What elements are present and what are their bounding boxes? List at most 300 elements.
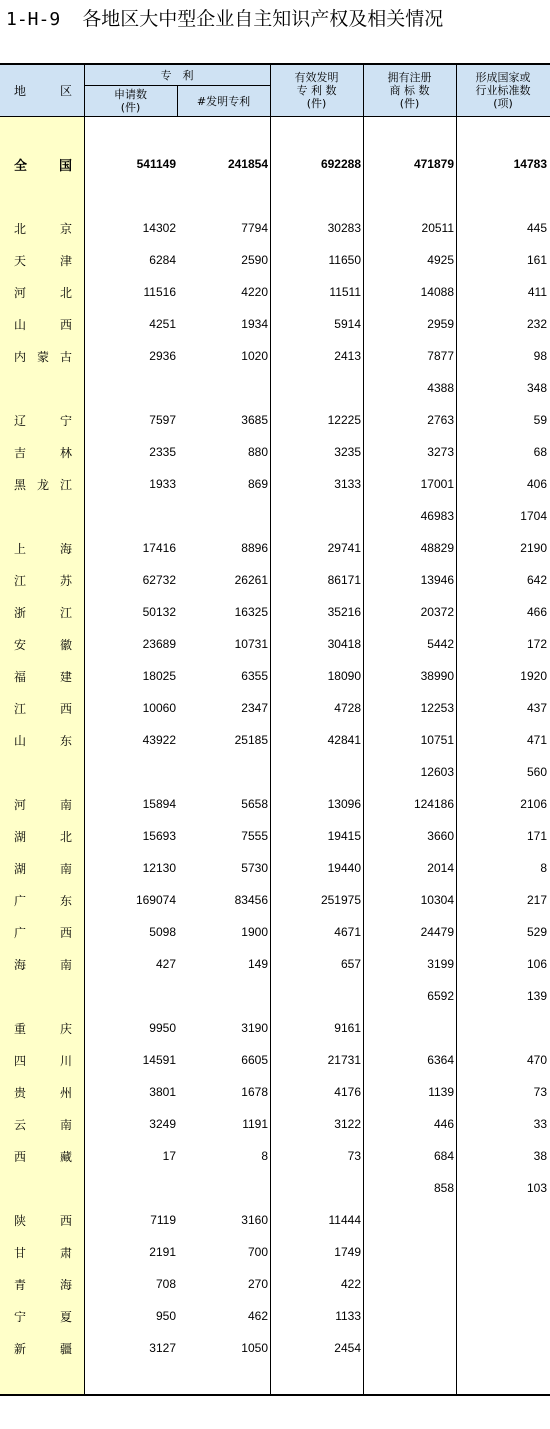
region-name-char: 海: [14, 957, 27, 972]
region-name-char: 京: [59, 221, 72, 236]
cell-valid-invention: 9161: [334, 1021, 361, 1035]
cell-trademarks: 48829: [420, 541, 454, 555]
cell-standards: 642: [526, 573, 547, 587]
region-name-char: 江: [14, 573, 27, 588]
cell-valid-invention: 18090: [327, 669, 361, 683]
cell-invention: 10731: [234, 637, 268, 651]
cell-standards: 98: [533, 349, 547, 363]
cell-invention: 3190: [241, 1021, 268, 1035]
cell-applications: 6284: [149, 253, 176, 267]
cell-trademarks: 14088: [420, 285, 454, 299]
region-name-char: 贵: [14, 1085, 27, 1100]
region-name: [14, 763, 72, 781]
cell-applications: 14302: [142, 221, 176, 235]
cell-standards: 232: [526, 317, 547, 331]
region-name: [14, 923, 72, 941]
cell-trademarks: 684: [433, 1149, 454, 1163]
cell-standards: 171: [526, 829, 547, 843]
cell-valid-invention: 4728: [334, 701, 361, 715]
region-name: [14, 635, 72, 653]
region-name-char: 甘: [14, 1245, 27, 1260]
region-name-char: 南: [59, 861, 72, 876]
region-name-char: 北: [14, 221, 27, 236]
cell-standards: 560: [526, 765, 547, 779]
header-line: (件): [399, 97, 420, 110]
header-line: 行业标准数: [475, 84, 531, 97]
region-name-char: 新: [14, 1341, 27, 1356]
header-line: 商 标 数: [389, 84, 430, 97]
cell-applications: 427: [155, 957, 176, 971]
region-name: [14, 795, 72, 813]
cell-standards: 38: [533, 1149, 547, 1163]
region-name-char: 上: [14, 541, 27, 556]
cell-trademarks: 124186: [413, 797, 454, 811]
region-name-char: 北: [59, 829, 72, 844]
header-line: 拥有注册: [387, 71, 432, 84]
cell-standards: 106: [526, 957, 547, 971]
cell-standards: [457, 1339, 547, 1357]
cell-invention: 25185: [234, 733, 268, 747]
region-name: [14, 219, 72, 237]
cell-applications: 11516: [143, 285, 176, 299]
cell-trademarks: 4388: [427, 381, 454, 395]
region-name-char: 南: [59, 1117, 72, 1132]
region-name-char: 山: [14, 733, 27, 748]
cell-invention: 26261: [234, 573, 268, 587]
cell-applications: 2335: [149, 445, 176, 459]
cell-applications: 12130: [142, 861, 176, 875]
region-name-char: 川: [59, 1053, 72, 1068]
cell-applications: 3127: [149, 1341, 176, 1355]
region-name: [14, 347, 72, 365]
cell-applications: [86, 1179, 176, 1197]
region-name: [14, 507, 72, 525]
cell-applications: 23689: [142, 637, 176, 651]
cell-valid-invention: 19440: [327, 861, 361, 875]
region-name: [14, 1051, 72, 1069]
cell-trademarks: 5442: [427, 637, 454, 651]
cell-standards: 172: [526, 637, 547, 651]
cell-applications: 43922: [142, 733, 176, 747]
region-name: [14, 411, 72, 429]
cell-invention: 1934: [241, 317, 268, 331]
cell-trademarks: 2959: [427, 317, 454, 331]
header-region: [14, 81, 72, 99]
cell-valid-invention: 3122: [334, 1117, 361, 1131]
region-name-char: 州: [59, 1085, 72, 1100]
header-line: 形成国家或: [475, 71, 531, 84]
cell-trademarks: 446: [433, 1117, 454, 1131]
cell-valid-invention: 251975: [320, 893, 361, 907]
region-name-char: 河: [14, 797, 27, 812]
table-code: 1-H-9: [6, 9, 61, 30]
cell-applications: 17: [162, 1149, 176, 1163]
cell-valid-invention: [271, 507, 361, 525]
region-name: [14, 1115, 72, 1133]
cell-invention: 7555: [241, 829, 268, 843]
region-name-char: 蒙: [36, 349, 49, 364]
region-name: [14, 1019, 72, 1037]
cell-trademarks: 46983: [420, 509, 454, 523]
cell-applications: 50132: [142, 605, 176, 619]
cell-valid-invention: 3235: [334, 445, 361, 459]
cell-valid-invention: 86171: [327, 573, 361, 587]
cell-invention: 149: [247, 957, 268, 971]
cell-standards: 33: [533, 1117, 547, 1131]
cell-valid-invention: 11650: [328, 253, 361, 267]
region-name-char: 安: [14, 637, 27, 652]
cell-invention: 869: [247, 477, 268, 491]
region-name-char: 藏: [59, 1149, 72, 1164]
region-name: [14, 475, 72, 493]
cell-invention: 6355: [241, 669, 268, 683]
region-name-char: 南: [59, 797, 72, 812]
region-name-char: 湖: [14, 829, 27, 844]
cell-invention: 8: [261, 1149, 268, 1163]
region-name: [14, 283, 72, 301]
cell-applications: 62732: [142, 573, 176, 587]
cell-valid-invention: 11444: [328, 1213, 361, 1227]
cell-invention: 3160: [241, 1213, 268, 1227]
cell-applications: 2191: [149, 1245, 176, 1259]
table-title: 各地区大中型企业自主知识产权及相关情况: [82, 8, 444, 30]
cell-standards: 437: [526, 701, 547, 715]
cell-invention: 462: [247, 1309, 268, 1323]
cell-valid-invention: 30283: [327, 221, 361, 235]
cell-standards: [457, 1019, 547, 1037]
cell-standards: 470: [526, 1053, 547, 1067]
region-name: [14, 1307, 72, 1325]
cell-valid-invention: 2454: [334, 1341, 361, 1355]
cell-invention: 5658: [241, 797, 268, 811]
cell-trademarks: 20372: [420, 605, 454, 619]
cell-invention: 241854: [227, 157, 268, 171]
cell-valid-invention: [271, 379, 361, 397]
cell-valid-invention: 1133: [335, 1309, 361, 1323]
cell-trademarks: 2763: [427, 413, 454, 427]
header-line: 专 利 数: [296, 84, 337, 97]
cell-invention: 700: [247, 1245, 268, 1259]
region-name-char: 西: [59, 701, 72, 716]
cell-valid-invention: 19415: [327, 829, 361, 843]
region-name-char: 北: [59, 285, 72, 300]
cell-applications: 169074: [135, 893, 176, 907]
region-name: [14, 699, 72, 717]
cell-applications: [86, 987, 176, 1005]
cell-standards: 139: [526, 989, 547, 1003]
cell-trademarks: 2014: [427, 861, 454, 875]
cell-invention: [178, 763, 268, 781]
region-name: [14, 987, 72, 1005]
cell-valid-invention: 5914: [334, 317, 361, 331]
cell-valid-invention: 42841: [327, 733, 361, 747]
cell-trademarks: 20511: [421, 221, 454, 235]
cell-trademarks: 3660: [427, 829, 454, 843]
cell-invention: 83456: [234, 893, 268, 907]
header-patents-label: 专 利: [160, 68, 194, 82]
cell-standards: [457, 1275, 547, 1293]
header-standards: [456, 65, 550, 116]
region-name-char: 西: [59, 925, 72, 940]
region-name: [14, 603, 72, 621]
region-column-background: [0, 117, 84, 1394]
region-name-char: 江: [59, 477, 72, 492]
cell-valid-invention: 73: [347, 1149, 361, 1163]
header-bottom-rule: [0, 116, 550, 117]
table-bottom-rule: [0, 1394, 550, 1396]
region-name-char: 林: [59, 445, 72, 460]
cell-standards: [457, 1307, 547, 1325]
cell-valid-invention: 11511: [329, 285, 361, 299]
cell-standards: 348: [526, 381, 547, 395]
region-name-char: 肃: [59, 1245, 72, 1260]
cell-applications: 1933: [149, 477, 176, 491]
cell-standards: 445: [526, 221, 547, 235]
cell-applications: 15693: [142, 829, 176, 843]
cell-trademarks: 1139: [428, 1085, 454, 1099]
region-name: [14, 1083, 72, 1101]
cell-standards: 411: [527, 285, 547, 299]
region-name: [14, 379, 72, 397]
cell-applications: 15894: [142, 797, 176, 811]
cell-standards: 68: [533, 445, 547, 459]
cell-trademarks: 12603: [420, 765, 454, 779]
cell-valid-invention: 692288: [320, 157, 361, 171]
region-name: [14, 827, 72, 845]
cell-standards: [457, 1211, 547, 1229]
region-name-char: 辽: [14, 413, 27, 428]
region-name: [14, 1211, 72, 1229]
cell-invention: 1900: [241, 925, 268, 939]
region-name-char: 疆: [59, 1341, 72, 1356]
region-name-char: 四: [14, 1053, 27, 1068]
region-name: [14, 155, 72, 173]
region-name-char: 西: [59, 1213, 72, 1228]
header-line: (项): [493, 97, 513, 110]
region-name-char: 黑: [14, 477, 27, 492]
cell-standards: 529: [526, 925, 547, 939]
cell-invention: 880: [247, 445, 268, 459]
cell-trademarks: [364, 1019, 454, 1037]
column-divider: [84, 65, 85, 1394]
region-name-char: 广: [14, 893, 27, 908]
cell-trademarks: 6592: [427, 989, 454, 1003]
cell-standards: 8: [540, 861, 547, 875]
cell-applications: 541149: [136, 157, 176, 171]
header-region-char: 区: [59, 83, 72, 98]
header-line: (件): [306, 97, 327, 110]
cell-invention: 1050: [241, 1341, 268, 1355]
cell-trademarks: [364, 1211, 454, 1229]
region-name-char: 西: [59, 317, 72, 332]
cell-valid-invention: [271, 763, 361, 781]
cell-valid-invention: 4176: [334, 1085, 361, 1099]
region-name-char: 东: [59, 893, 72, 908]
region-name-char: 苏: [59, 573, 72, 588]
cell-trademarks: [364, 1339, 454, 1357]
cell-standards: [457, 1243, 547, 1261]
region-name-char: 福: [14, 669, 27, 684]
cell-standards: 2106: [520, 797, 547, 811]
cell-applications: 4251: [149, 317, 176, 331]
region-name-char: 建: [59, 669, 72, 684]
cell-applications: 7597: [149, 413, 176, 427]
cell-valid-invention: 2413: [334, 349, 361, 363]
region-name: [14, 891, 72, 909]
cell-applications: 17416: [142, 541, 176, 555]
header-line: 申请数: [114, 88, 147, 101]
cell-invention: [178, 987, 268, 1005]
cell-invention: 3685: [241, 413, 268, 427]
cell-valid-invention: [271, 987, 361, 1005]
cell-trademarks: 24479: [420, 925, 454, 939]
region-name-char: 南: [59, 957, 72, 972]
cell-standards: 217: [526, 893, 547, 907]
region-name: [14, 443, 72, 461]
region-name: [14, 251, 72, 269]
cell-applications: [86, 507, 176, 525]
header-line: (件): [120, 101, 141, 114]
cell-trademarks: 17001: [420, 477, 454, 491]
header-valid-invention-patents: [270, 65, 363, 116]
region-name-char: 津: [59, 253, 72, 268]
region-name-char: 东: [59, 733, 72, 748]
header-patents: [84, 65, 270, 85]
cell-trademarks: 6364: [427, 1053, 454, 1067]
region-name-char: 湖: [14, 861, 27, 876]
cell-trademarks: 7877: [427, 349, 454, 363]
cell-invention: 2590: [241, 253, 268, 267]
cell-valid-invention: 422: [340, 1277, 361, 1291]
region-name: [14, 1147, 72, 1165]
cell-applications: 7119: [150, 1213, 176, 1227]
cell-valid-invention: 30418: [327, 637, 361, 651]
cell-applications: 950: [155, 1309, 176, 1323]
region-name-char: 山: [14, 317, 27, 332]
cell-applications: 3249: [149, 1117, 176, 1131]
cell-invention: 1020: [241, 349, 268, 363]
region-name-char: 广: [14, 925, 27, 940]
region-name-char: 吉: [14, 445, 27, 460]
header-line: 有效发明: [294, 71, 339, 84]
cell-standards: 1920: [520, 669, 547, 683]
region-name-char: 浙: [14, 605, 27, 620]
cell-standards: 161: [526, 253, 547, 267]
header-registered-trademarks: [363, 65, 456, 116]
cell-invention: 1191: [242, 1117, 268, 1131]
cell-valid-invention: 29741: [327, 541, 361, 555]
cell-invention: 2347: [241, 701, 268, 715]
region-name-char: 海: [59, 541, 72, 556]
cell-invention: 7794: [241, 221, 268, 235]
cell-valid-invention: 4671: [334, 925, 361, 939]
region-name-char: 青: [14, 1277, 27, 1292]
cell-invention: 16325: [234, 605, 268, 619]
region-name: [14, 731, 72, 749]
region-name: [14, 955, 72, 973]
cell-applications: 18025: [142, 669, 176, 683]
region-name: [14, 1275, 72, 1293]
region-name-char: 庆: [59, 1021, 72, 1036]
region-name-char: 陕: [14, 1213, 27, 1228]
cell-invention: [178, 379, 268, 397]
region-name-char: 河: [14, 285, 27, 300]
cell-standards: 406: [526, 477, 547, 491]
cell-trademarks: 12253: [420, 701, 454, 715]
cell-valid-invention: [271, 1179, 361, 1197]
region-name-char: 云: [14, 1117, 27, 1132]
cell-trademarks: [364, 1243, 454, 1261]
header-applications: [84, 86, 177, 116]
region-name: [14, 1179, 72, 1197]
region-name: [14, 667, 72, 685]
region-name-char: 古: [59, 349, 72, 364]
cell-invention: 5730: [241, 861, 268, 875]
region-name: [14, 1243, 72, 1261]
cell-trademarks: 3199: [427, 957, 454, 971]
cell-applications: 5098: [149, 925, 176, 939]
region-name: [14, 1339, 72, 1357]
cell-invention: 8896: [241, 541, 268, 555]
cell-trademarks: [364, 1307, 454, 1325]
region-name-char: 天: [14, 253, 27, 268]
cell-applications: 2936: [149, 349, 176, 363]
cell-applications: 14591: [142, 1053, 176, 1067]
cell-valid-invention: 1749: [334, 1245, 361, 1259]
header-invention-patents: [177, 86, 270, 116]
cell-invention: 4220: [241, 285, 268, 299]
cell-standards: 466: [526, 605, 547, 619]
cell-standards: 14783: [513, 157, 547, 171]
cell-trademarks: 10304: [420, 893, 454, 907]
region-name-char: 全: [14, 158, 28, 174]
region-name-char: 重: [14, 1021, 27, 1036]
region-name-char: 国: [58, 158, 72, 174]
cell-applications: 9950: [149, 1021, 176, 1035]
cell-trademarks: 471879: [413, 157, 454, 171]
region-name-char: 龙: [36, 477, 49, 492]
region-name-char: 宁: [59, 413, 72, 428]
region-name-char: 西: [14, 1149, 27, 1164]
cell-trademarks: 4925: [427, 253, 454, 267]
page-title: [6, 4, 443, 34]
cell-valid-invention: 12225: [327, 413, 361, 427]
cell-trademarks: [364, 1275, 454, 1293]
region-name-char: 海: [59, 1277, 72, 1292]
cell-invention: 1678: [241, 1085, 268, 1099]
cell-applications: 10060: [142, 701, 176, 715]
cell-valid-invention: 35216: [327, 605, 361, 619]
cell-trademarks: 3273: [427, 445, 454, 459]
region-name: [14, 315, 72, 333]
cell-trademarks: 10751: [420, 733, 454, 747]
cell-valid-invention: 13096: [327, 797, 361, 811]
cell-standards: 103: [526, 1181, 547, 1195]
cell-applications: [86, 763, 176, 781]
cell-valid-invention: 657: [340, 957, 361, 971]
cell-applications: 708: [155, 1277, 176, 1291]
cell-invention: 6605: [241, 1053, 268, 1067]
cell-standards: 1704: [520, 509, 547, 523]
cell-valid-invention: 3133: [334, 477, 361, 491]
cell-trademarks: 38990: [420, 669, 454, 683]
region-name-char: 徽: [59, 637, 72, 652]
cell-applications: [86, 379, 176, 397]
cell-trademarks: 13946: [420, 573, 454, 587]
region-name: [14, 539, 72, 557]
region-name: [14, 859, 72, 877]
cell-standards: 471: [526, 733, 547, 747]
